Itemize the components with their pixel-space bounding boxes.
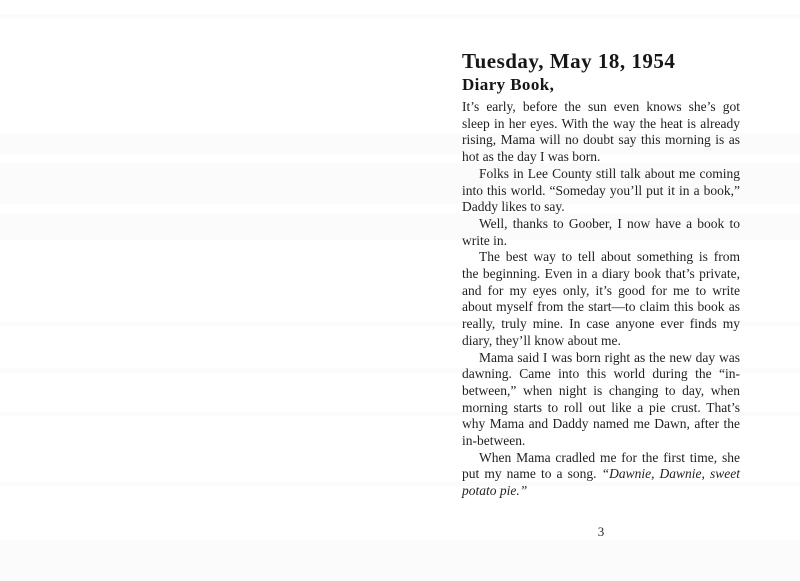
entry-date-heading: Tuesday, May 18, 1954 [462, 49, 676, 73]
paragraph-italic-text: “Dawnie, Dawnie, sweet potato pie.” [462, 466, 740, 499]
paragraph [462, 350, 740, 450]
paragraph-text: It’s early, before the sun even knows she’s got sleep in her eyes. With the way the heat is already rising, Mama will no doubt say this morning is as hot as the day I was born. [462, 99, 740, 165]
paragraph-text: Folks in Lee County still talk about me coming into this world. “Someday you’ll put it in a book,” Daddy likes to say. [462, 165, 740, 215]
paragraph-text: When Mama cradled me for the first time, she put my name to a song. [462, 449, 740, 482]
paragraph [462, 249, 740, 349]
paragraph-text: Mama said I was born right as the new day was dawning. Came into this world during the “in-between,” when night is changing to day, when morning starts to roll out like a pie crust. That’s why Mama and Daddy named me Dawn, after the in-between. [462, 349, 740, 449]
paragraph-text: Well, thanks to Goober, I now have a book to write in. [462, 215, 740, 248]
right-page [400, 0, 800, 581]
paragraph [462, 450, 740, 500]
paragraph [462, 99, 740, 166]
diary-entry [462, 49, 740, 500]
paragraph [462, 216, 740, 249]
paragraph [462, 166, 740, 216]
entry-salutation: Diary Book, [462, 75, 555, 94]
paragraph-text: The best way to tell about something is from the beginning. Even in a diary book that’s private, and for my eyes only, it’s good for me to write about myself from the start—to claim this book as really, truly mine. In case anyone ever finds my diary, they’ll know about me. [462, 249, 740, 348]
entry-paragraphs [462, 99, 740, 500]
page-number: 3 [597, 524, 605, 539]
